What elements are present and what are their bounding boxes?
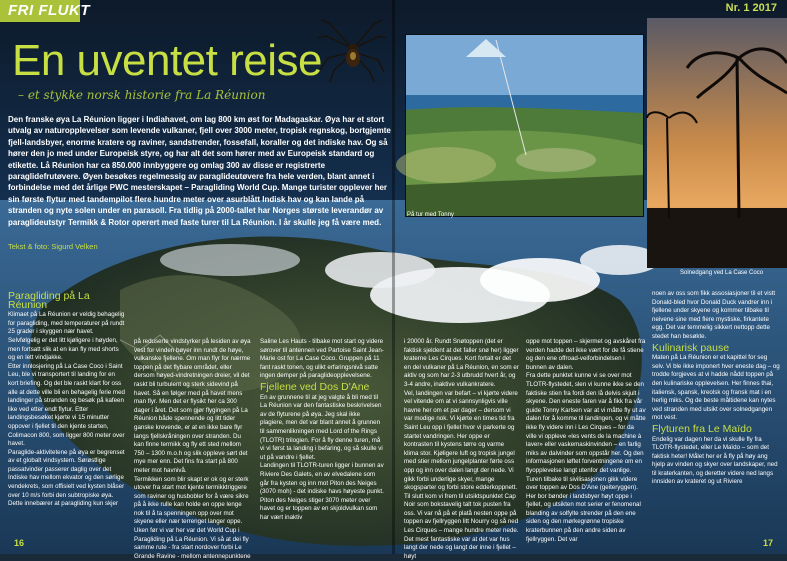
column-3-para-1: Saline Les Hauts - tilbake mot start og videre sørover til antennen ved Partoise Saint Jean-Marie ost for La Case Coco. Gruppen på 11 fant raskt tonen, og ulikt erfaringsnivå satte ingen demper på paraglideopplevelsene.	[260, 338, 384, 380]
column-4-para-1: i 20000 år. Rundt Snøtoppen (det er faktisk sjeldent at det faller snø her) ligger kraterne Les Cirques. Kort fortalt er det en del vulkaner på La Réunion, en som er aktiv og som har 2-3 utbrudd hvert år, og 3-4 andre, inaktive vulkankratere.	[404, 338, 519, 388]
column-4	[404, 338, 519, 561]
column-1-para-2: Etter innlosjering på La Case Coco i Saint Leu, ble vi transportert til landing for en kort briefing. Og det ble raskt klart for oss alle at dette ville bli en behagelig ferie med landinger på stranden og besøk på kafeen like ved etter endt flytur. Etter landingsbesøket kjørte vi 15 minutter oppover i fjellet til den kjente starten, Colimacon 800, som ligger 800 meter over havet.	[8, 362, 125, 448]
column-1-para-1: Klimaet på La Réunion er veldig behagelig for paragliding, med temperaturer på rundt 25 grader i skyggen nær havet. Selvfølgelig er det litt kjøligere i høyden, men fortsatt slik at en kan fly med shorts og en lett vindjakke.	[8, 311, 125, 362]
column-3-para-3: Landingen til TLOTR-turen ligger i bunnen av Riviere Des Galets, en av elvedalene som går fra kysten og inn mot Piton des Neiges (3070 moh) - det indiske havs høyeste punkt. Piton des Neiges stiger 3070 meter over havet og er toppen av en skjoldvulkan som har vært inaktiv	[260, 462, 384, 521]
article-title: En uventet reise	[12, 36, 322, 85]
column-7-para-1: Endelig var dagen her da vi skulle fly fra TLOTR-flystedet, eller Le Maïdo – som det faktisk heter! Målet her er å fly på høy ang hjelp av vinden og skyer over landskaper, ned til kraterkanten, og deretter videre ned langs innsiden av krateret og ut Riviere	[652, 435, 778, 486]
column-2	[134, 338, 252, 561]
column-5-para-2: Fra dette punktet kunne vi se over mot TLOTR-flystedet, slen vi kunne ikke se den faktiske stien fra fordi den lå delvis skjult i skyene. Den eneste faren var å fikk fra vår guide Tonny Karlsen var at vi måtte fly ut av dalen for å komme til landingen, og vi måtte ikke fly videre inn i Les Cirques – for da ville vi oppleve «les vents de la machine à laver» eller vaskemaskinvinden – en farlig miks av dalvinder som oppstår her. Og den informasjonen løftet forventningene om en flyopplevelse langt utenfor det vanlige.	[526, 372, 646, 474]
section-label: FRI FLUKT	[8, 2, 90, 19]
column-3-heading: Fjellene ved Dos D'Ane	[260, 380, 370, 393]
column-1	[8, 290, 126, 509]
column-3	[260, 338, 385, 522]
page-number-right: 17	[762, 538, 773, 548]
column-3-para-2: En av grunnene til at jeg valgte å bli med til La Réunion var den fantastiske beskrivelsen av de flyturene på øya. Jeg skal ikke plagiere, men det var blant annet å grunnen til sammenlikningen med Lord of the Rings (TLOTR) trilogien. For å fly denne turen, må vi vi først ta landing i befaring, og så skulle vi ut på vandre i fjellet.	[260, 393, 383, 461]
article-lead: Den franske øya La Réunion ligger i Indiahavet, om lag 800 km øst for Madagaskar. Øya har et stort utvalg av naturopplevelser som levende vulkaner, fjell over 3000 meter, tropisk regnskog, bortgjemte fjell-landsbyer, enorme kratere og raviner, sandstrender, fossefall, koraller og det indiske hav. Og så hører den jo med under Europeisk styre, og har alt det som hører med av Europeisk standard og etikette. Lå Réunion har ca 850.000 innbyggere og omlag 300 av disse er registrerte paraglidefrutøvere. Øyen besøkes regelmessig av paraglideutøvere fra hele verden, blant annet i forbindelse med det årlige PWC mesterskapet – Paragliding World Cup. Mange turister opplever her sin første flytur med tandempilot flere hundre meter over asurblått Indisk hav og kan lande på stranden og nyte solen under en parasoll. Fra tidlig på 2000-tallet har Norges største leverandør av paraglideutstyr Termikk & Rotor operert med faste turer til La Réunion. I år skulle jeg få være med.	[8, 115, 391, 227]
caption-photo-2: Solnedgang ved La Case Coco	[680, 270, 764, 276]
page-number-left: 16	[14, 538, 25, 548]
column-7-heading: Flyturen fra Le Maïdo	[652, 422, 752, 435]
column-2-para-1: på reduserte vindstyrker på lesiden av øya vest for vinden bøyer inn rundt de høye, vulkanske fjellene. Om man flyr for nærme toppen på det flybare området, eller dersom høyed-vindretningen dreier, vil det raskt bli turbulent og sterk sidevind på havet. Så en følger med på havet mens man flyr. Men det er flysikt her ca 300 dager i året. Det som gjør flygingen på La Réunion både spennende og litt tider ganske krevende, er at en ikke bare flyr langs fjellskråningen over stranden. Du kan finne termikk og fly ett sted mellom 750 – 1300 m.o.h og slik oppleve sørt det mye mer enn. Det fins fra start på 800 meter mot havnivå.	[134, 338, 251, 474]
spider-icon	[318, 18, 386, 84]
column-6	[652, 290, 780, 487]
column-5-para-3: Turen tilbake til sivilisasjonen gikk videre over toppen av Dos D'Ane (geiteryggen). Her bor bønder i landsbyer høyt oppe i fjellet, og utsikten mot serier er fenomenal blanding av solfylte strender på den ene siden og den mørkegrønne tropiske kraterbunnen på den andre siden av fjellryggen. Det var	[526, 475, 641, 543]
photo-sunset	[647, 18, 787, 268]
column-1-heading: Paragliding på La Réunion	[8, 290, 90, 311]
caption-photo-1: På tur med Tonny	[407, 212, 454, 218]
column-5-para-1: oppe mot toppen – skjermet og avskåret fra verden hadde det ikke vært for de få stiene og den ene offroad-veiforbindelsen i bunnen av dalen.	[526, 338, 646, 371]
column-6-heading: Kulinarisk pause	[652, 341, 730, 354]
column-2-para-3: Uken før vi var her var det World Cup i Paragliding på La Réunion. Vi så at dei fly samme rute - fra start nordover forbi Le Grande Ravine - mellom antennepunktene	[134, 527, 251, 560]
photo-coast-aerial	[405, 34, 644, 217]
spread-gutter	[392, 0, 395, 554]
byline: Tekst & foto: Sigurd Velken	[8, 242, 98, 251]
article-subtitle: – et stykke norsk historie fra La Réunion	[18, 88, 266, 102]
column-4-para-2: Vel, landingen var befart – vi kjørte videre vel vitende om at vi sannsynligvis ville havne her om et par dager – dersom vi var modige nok. Vi kjørte en times tid fra Saint Leu opp i fjellet hvor vi parkerte og startet vandringen. Her oppe er kontrasten til kystens tørre og varme klima stor. Kjøligere luft og tropisk jungel med stier mellom jungelplanter førte oss opp og inn over dalen langt der nede. Vi gikk forbi underlige skyer, mange skogsparter og forbi store edderkoppnett. Til slutt kom vi frem til utsiktspunktet Cap Noir som bokstavelig talt tok pusten fra oss. Vi var nå på et platå nesten oppe på toppen av fjellryggen litt Nourry og så ned Les Cirques – mange hundre meter nede. Det mest fantastiske var at det var hus langt der nede og langt der inne i fjellet – høyt	[404, 389, 519, 560]
issue-label: Nr. 1 2017	[725, 2, 777, 14]
column-6-para-2: Maten på La Réunion er et kapittel for seg selv. Vi ble ikke imponert hver eneste dag – og trodde forgjeves at vi hadde nådd toppen på den kulinariske opplevelsen. Her finnes thai, italiensk, spansk, kreolsk og fransk mat i en herlig miks. Og de beste måltidene kan nytes ved stranden med utsikt over solnedgangen mot vest.	[652, 354, 780, 422]
column-6-para-1: noen av oss som fikk assosiasjoner til et vistt Donald-bled hvor Donald Duck vandrer inn i fjellene under skyene og kommer tilbake til neivene sine med flere mystiske, firkantete egg. Det var temmelig sikkert nettopp dette stedet han besøkte.	[652, 290, 776, 340]
column-5	[526, 338, 646, 544]
column-2-para-2: Termikken som blir skapt er ok og er sterk utover fra start mot kjente termikktriggere som raviner og husbobler for å være sikre på å ikke rulle kan holde en oppe lenge nok til å ta spenningen opp over mot skyene eller nær terrenget langer oppe.	[134, 475, 249, 526]
column-1-para-3: Paraglide-aktivitetene på øya er begrenset av et globalt vindsystem. Sørøstlige passatvinder passerer daglig over det Indiske hav mellom ekvator og den sørlige vendekrets, som offisielt ved kysten blåser over 10 m/s forbi den subtropiske øya. Dette innebærer at paragliding kun skjer	[8, 448, 125, 508]
